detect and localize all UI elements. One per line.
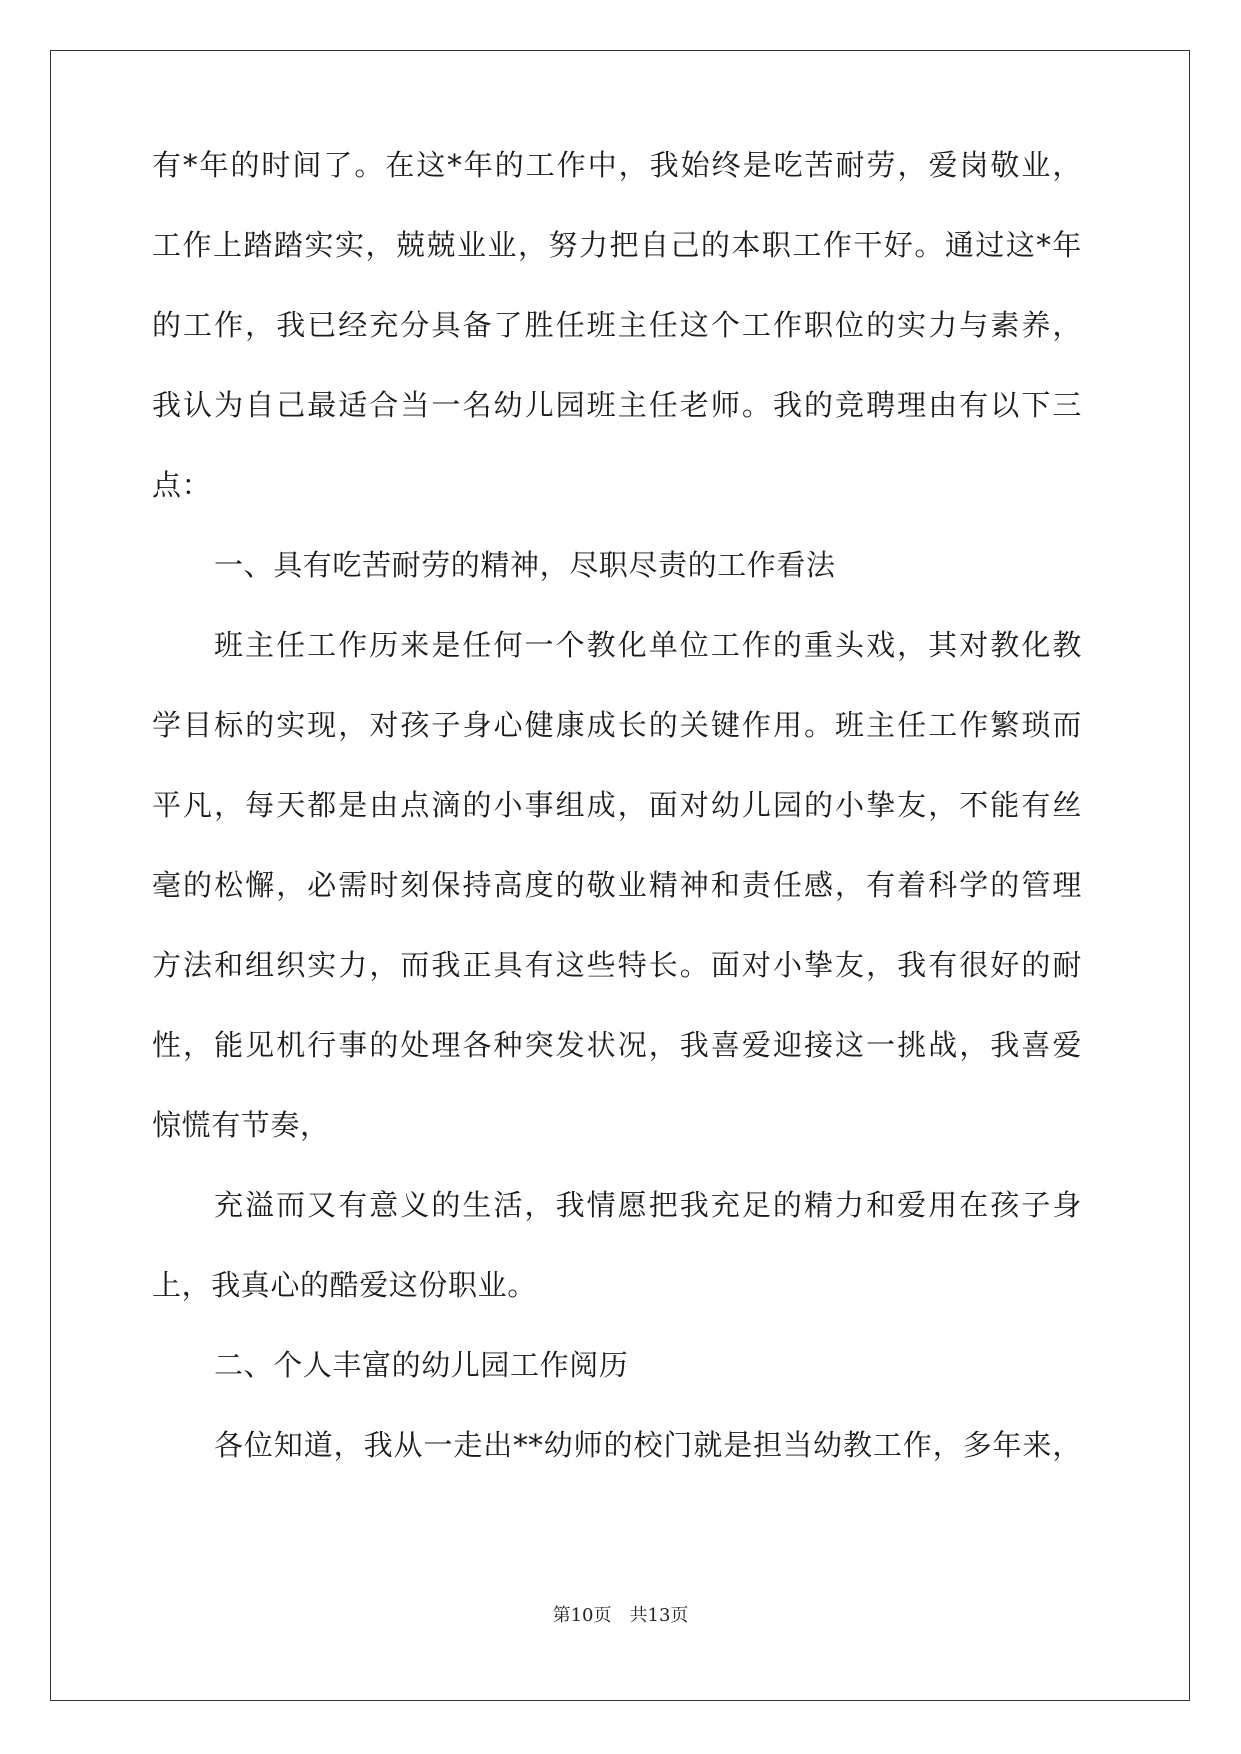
text-line: 班主任工作历来是任何一个教化单位工作的重头戏，其对教化教 (214, 628, 1082, 662)
text-line: 各位知道，我从一走出**幼师的校门就是担当幼教工作，多年来， (214, 1428, 1082, 1462)
text-line: 工作上踏踏实实，兢兢业业，努力把自己的本职工作干好。通过这*年 (152, 228, 1082, 262)
text-line: 惊慌有节奏， (152, 1108, 330, 1142)
text-line: 的工作，我已经充分具备了胜任班主任这个工作职位的实力与素养， (152, 308, 1082, 342)
text-line: 充溢而又有意义的生活，我情愿把我充足的精力和爱用在孩子身 (214, 1188, 1082, 1222)
page-number-footer: 第10页 共13页 (552, 1605, 689, 1626)
section-heading: 一、具有吃苦耐劳的精神，尽职尽责的工作看法 (214, 548, 836, 582)
text-line: 学目标的实现，对孩子身心健康成长的关键作用。班主任工作繁琐而 (152, 708, 1082, 742)
text-line: 平凡，每天都是由点滴的小事组成，面对幼儿园的小挚友，不能有丝 (152, 788, 1082, 822)
text-line: 点： (152, 468, 212, 502)
text-line: 我认为自己最适合当一名幼儿园班主任老师。我的竞聘理由有以下三 (152, 388, 1082, 422)
text-line: 上，我真心的酷爱这份职业。 (152, 1268, 537, 1302)
text-line: 性，能见机行事的处理各种突发状况，我喜爱迎接这一挑战，我喜爱 (152, 1028, 1082, 1062)
section-heading: 二、个人丰富的幼儿园工作阅历 (214, 1348, 629, 1382)
text-line: 毫的松懈，必需时刻保持高度的敬业精神和责任感，有着科学的管理 (152, 868, 1082, 902)
text-line: 方法和组织实力，而我正具有这些特长。面对小挚友，我有很好的耐 (152, 948, 1082, 982)
text-line: 有*年的时间了。在这*年的工作中，我始终是吃苦耐劳，爱岗敬业， (152, 148, 1082, 182)
